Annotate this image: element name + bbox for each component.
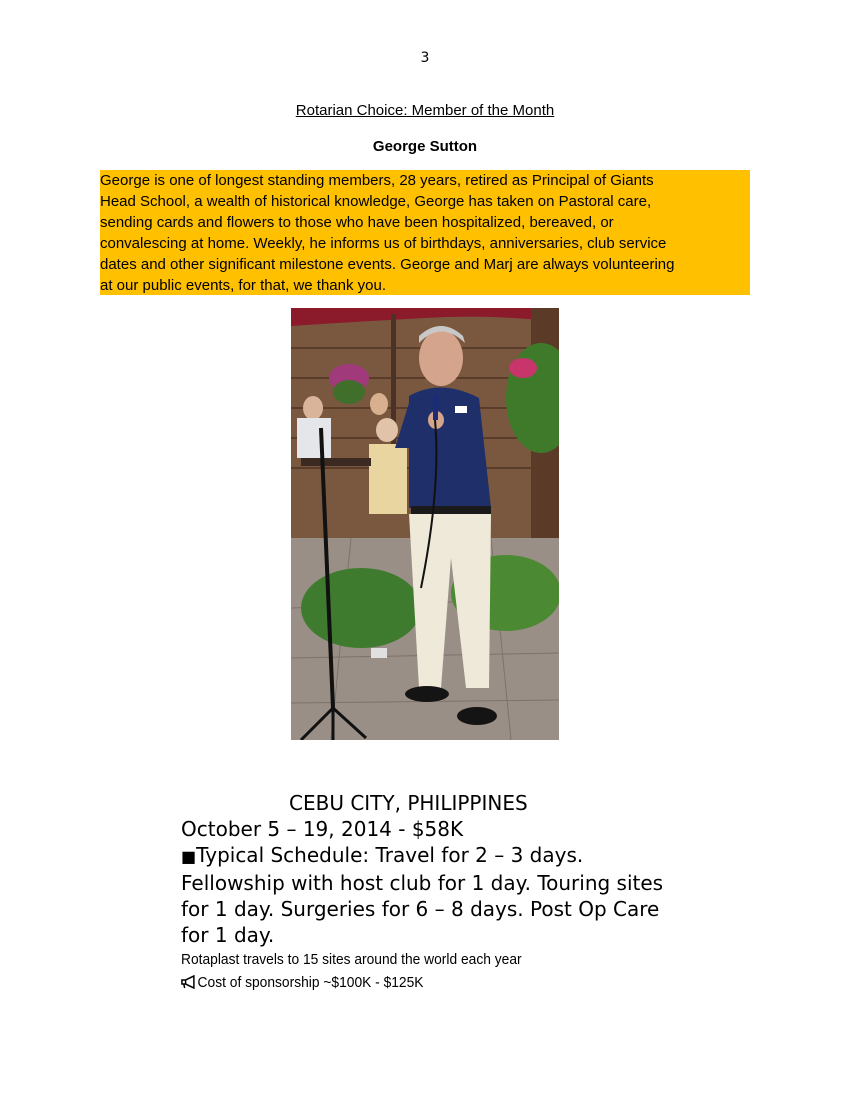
page-number: 3 (420, 50, 430, 66)
member-description (100, 170, 750, 295)
schedule-text: Typical Schedule: Travel for 2 – 3 days. (196, 843, 584, 867)
member-name: George Sutton (372, 138, 478, 155)
description-line: Head School, a wealth of historical knowledge, George has taken on Pastoral care, (100, 192, 652, 210)
cebu-title: CEBU CITY, PHILIPPINES (289, 791, 528, 815)
square-bullet-icon: ■ (181, 847, 197, 866)
sponsorship-text: Cost of sponsorship ~$100K - $125K (197, 974, 424, 991)
sponsorship-line (181, 971, 696, 996)
section-title: Rotarian Choice: Member of the Month (295, 102, 555, 119)
rotaplast-line: Rotaplast travels to 15 sites around the world each year (181, 951, 522, 968)
description-line: sending cards and flowers to those who have been hospitalized, bereaved, or (100, 213, 614, 231)
description-line: dates and other significant milestone events. George and Marj are always volunteering (100, 255, 675, 273)
schedule-line (181, 842, 741, 870)
member-photo (291, 308, 559, 740)
schedule-line: for 1 day. Surgeries for 6 – 8 days. Post Op Care (181, 897, 660, 921)
schedule-line: Fellowship with host club for 1 day. Touring sites (181, 871, 664, 895)
megaphone-icon (181, 973, 198, 996)
description-line: George is one of longest standing members, 28 years, retired as Principal of Giants (100, 172, 654, 189)
description-line: at our public events, for that, we thank you. (100, 276, 386, 294)
schedule-line: for 1 day. (181, 923, 275, 947)
cebu-dates: October 5 – 19, 2014 - $58K (181, 817, 464, 841)
description-line: convalescing at home. Weekly, he informs us of birthdays, anniversaries, club service (100, 234, 667, 252)
cebu-section (181, 790, 741, 996)
